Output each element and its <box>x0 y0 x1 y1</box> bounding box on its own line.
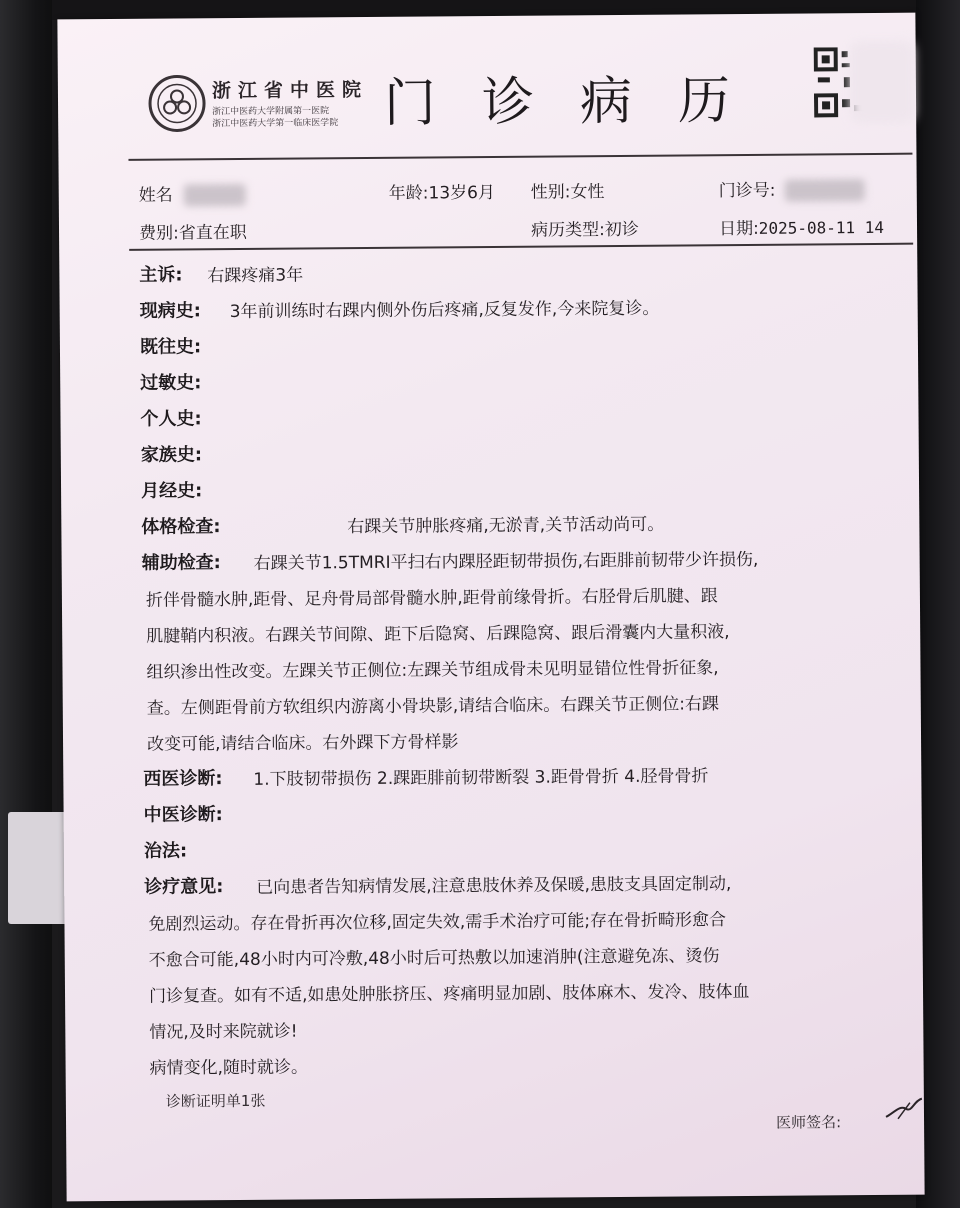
record-type-field <box>531 215 639 241</box>
fee-type-field <box>139 218 247 244</box>
personal-history-label: 个人史: <box>140 408 202 430</box>
physical-exam-text: 右踝关节肿胀疼痛,无淤青,关节活动尚可。 <box>347 514 665 538</box>
record-type-value: 初诊 <box>604 219 639 241</box>
clinic-number-redaction <box>785 179 865 202</box>
present-illness-text: 3年前训练时右踝内侧外伤后疼痛,反复发作,今来院复诊。 <box>229 298 660 323</box>
auxiliary-exam-text: 右踝关节1.5TMRI平扫右内踝胫距韧带损伤,右距腓前韧带少许损伤, <box>253 549 759 574</box>
family-history-label: 家族史: <box>140 444 203 466</box>
medical-record-sheet <box>57 13 924 1202</box>
tcm-diagnosis-label: 中医诊断: <box>143 804 223 826</box>
date-label: 日期: <box>718 218 759 240</box>
allergy-history-label: 过敏史: <box>140 372 202 394</box>
sex-value: 女性 <box>570 182 605 203</box>
western-diagnosis-text: 1.下肢韧带损伤 2.踝距腓前韧带断裂 3.距骨骨折 4.胫骨骨折 <box>253 766 709 790</box>
treatment-advice-line: 门诊复查。如有不适,如患处肿胀挤压、疼痛明显加剧、肢体麻木、发冷、肢体血 <box>148 981 750 1007</box>
doctor-signature-label: 医师签名: <box>775 1113 842 1132</box>
record-type-label: 病历类型: <box>530 220 605 241</box>
date-value: 2025-08-11 14 <box>758 217 885 238</box>
chief-complaint-text: 右踝疼痛3年 <box>207 265 304 287</box>
treatment-advice-line: 病情变化,随时就诊。 <box>149 1057 309 1079</box>
past-history-label: 既往史: <box>139 336 202 358</box>
physical-exam-label: 体格检查: <box>141 516 221 538</box>
treatment-advice-line: 免剧烈运动。存在骨折再次位移,固定失效,需手术治疗可能;存在骨折畸形愈合 <box>148 910 727 935</box>
treatment-advice-line: 情况,及时来院就诊! <box>149 1021 298 1043</box>
clinic-number-field <box>719 175 865 202</box>
fee-type-value: 省直在职 <box>178 222 247 244</box>
patient-name-redaction <box>184 184 246 206</box>
auxiliary-exam-line: 改变可能,请结合临床。右外踝下方骨样影 <box>146 732 459 755</box>
patient-name-label: 姓名 <box>138 185 173 206</box>
present-illness-label: 现病史: <box>139 300 201 322</box>
sex-field <box>531 177 605 203</box>
clinic-number-label: 门诊号: <box>718 180 776 202</box>
treatment-method-label: 治法: <box>143 840 188 862</box>
auxiliary-exam-label: 辅助检查: <box>141 552 221 574</box>
header-bottom-rule <box>129 243 913 251</box>
auxiliary-exam-line: 组织渗出性改变。左踝关节正侧位:左踝关节组成骨未见明显错位性骨折征象, <box>146 658 719 683</box>
hospital-affiliation-2: 浙江中医药大学第一临床医学院 <box>212 118 339 130</box>
sex-label: 性别: <box>530 182 571 203</box>
treatment-advice-text: 已向患者告知病情发展,注意患肢休养及保暖,患肢支具固定制动, <box>256 874 732 898</box>
hospital-affiliation-1: 浙江中医药大学附属第一医院 <box>212 106 330 118</box>
chief-complaint-label: 主诉: <box>139 264 183 286</box>
auxiliary-exam-line: 查。左侧距骨前方软组织内游离小骨块影,请结合临床。右踝关节正侧位:右踝 <box>146 694 719 719</box>
qr-code-redaction <box>850 41 915 124</box>
date-field <box>719 213 884 239</box>
auxiliary-exam-line: 肌腱鞘内积液。右踝关节间隙、距下后隐窝、后踝隐窝、跟后滑囊内大量积液, <box>146 622 730 647</box>
auxiliary-exam-line: 折伴骨髓水肿,距骨、足舟骨局部骨髓水肿,距骨前缘骨折。右胫骨后肌腱、跟 <box>145 586 718 611</box>
patient-name-field <box>139 180 247 207</box>
treatment-advice-label: 诊疗意见: <box>144 876 224 898</box>
header-top-rule <box>128 153 912 161</box>
diagnosis-certificate-note: 诊断证明单1张 <box>165 1091 266 1111</box>
doctor-signature-icon <box>884 1095 924 1125</box>
age-label: 年龄: <box>388 183 429 204</box>
hospital-name: 浙江省中医院 <box>211 78 369 103</box>
western-diagnosis-label: 西医诊断: <box>143 768 223 790</box>
hospital-logo-icon <box>148 74 206 132</box>
treatment-advice-line: 不愈合可能,48小时内可冷敷,48小时后可热敷以加速消肿(注意避免冻、烫伤 <box>148 946 720 971</box>
age-value: 13岁6月 <box>428 182 496 204</box>
menstrual-history-label: 月经史: <box>140 480 203 502</box>
photo-background-left <box>0 0 52 1208</box>
document-title: 门诊病历 <box>383 70 777 134</box>
age-field <box>389 178 495 204</box>
fee-type-label: 费别: <box>138 223 179 244</box>
